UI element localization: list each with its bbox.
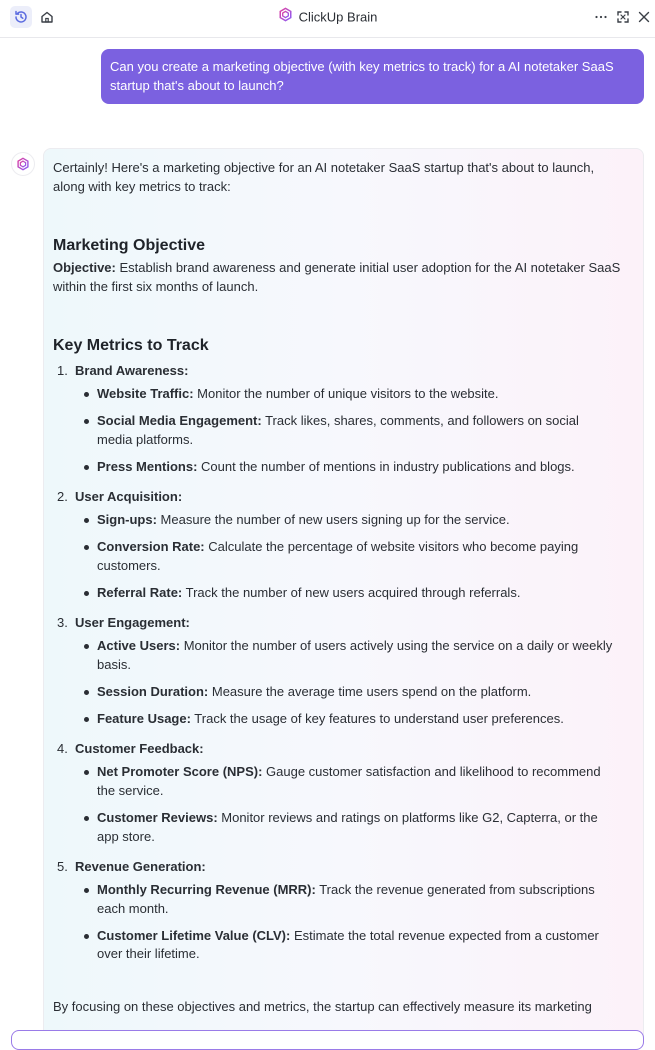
item-text: Track the usage of key features to understand user preferences. bbox=[190, 711, 564, 726]
item-label: Customer Reviews: bbox=[97, 810, 218, 825]
objective-heading: Marketing Objective bbox=[53, 237, 206, 254]
bullet bbox=[84, 419, 89, 424]
list-item bbox=[97, 880, 595, 899]
list-number: 2. bbox=[57, 489, 68, 504]
brain-logo-icon bbox=[278, 7, 293, 25]
item-label: Active Users: bbox=[97, 638, 181, 653]
bullet bbox=[84, 816, 89, 821]
user-message-bubble bbox=[101, 49, 644, 104]
list-number: 5. bbox=[57, 859, 68, 874]
objective-line-2: within the first six months of launch. bbox=[53, 279, 259, 294]
chat-input-box[interactable] bbox=[11, 1030, 644, 1050]
list-item-continuation: the service. bbox=[97, 783, 164, 798]
list-item bbox=[97, 709, 564, 728]
list-item-continuation: app store. bbox=[97, 829, 155, 844]
bullet bbox=[84, 690, 89, 695]
bullet bbox=[84, 770, 89, 775]
item-text: Track the revenue generated from subscriptions bbox=[315, 882, 595, 897]
list-item bbox=[97, 583, 520, 602]
item-text: Count the number of mentions in industry publications and blogs. bbox=[197, 459, 575, 474]
more-icon bbox=[593, 9, 609, 25]
objective-label: Objective: bbox=[53, 260, 116, 275]
item-text: Measure the number of new users signing up for the service. bbox=[156, 512, 510, 527]
bullet bbox=[84, 888, 89, 893]
bullet bbox=[84, 591, 89, 596]
list-item bbox=[97, 457, 575, 476]
list-item bbox=[97, 411, 579, 430]
item-text: Track the number of new users acquired through referrals. bbox=[182, 585, 521, 600]
list-number: 3. bbox=[57, 615, 68, 630]
assistant-avatar bbox=[11, 152, 35, 176]
list-item-continuation: over their lifetime. bbox=[97, 946, 200, 961]
bullet bbox=[84, 518, 89, 523]
list-item bbox=[97, 808, 598, 827]
item-text: Estimate the total revenue expected from a customer bbox=[290, 928, 599, 943]
item-label: Website Traffic: bbox=[97, 386, 194, 401]
item-label: Feature Usage: bbox=[97, 711, 191, 726]
item-text: Monitor the number of users actively using the service on a daily or weekly bbox=[180, 638, 613, 653]
item-text: Measure the average time users spend on the platform. bbox=[208, 684, 532, 699]
list-item-continuation: media platforms. bbox=[97, 432, 194, 447]
bullet bbox=[84, 717, 89, 722]
item-text: Gauge customer satisfaction and likelihood to recommend bbox=[262, 764, 601, 779]
item-text: Track likes, shares, comments, and followers on social bbox=[261, 413, 579, 428]
expand-icon bbox=[615, 9, 631, 25]
bullet bbox=[84, 644, 89, 649]
section-title: Revenue Generation: bbox=[75, 859, 206, 874]
objective-line-1 bbox=[53, 258, 620, 277]
list-number: 4. bbox=[57, 741, 68, 756]
more-button[interactable] bbox=[590, 6, 612, 28]
item-label: Referral Rate: bbox=[97, 585, 183, 600]
bullet bbox=[84, 392, 89, 397]
item-text: Monitor the number of unique visitors to the website. bbox=[193, 386, 499, 401]
expand-button[interactable] bbox=[612, 6, 634, 28]
list-item bbox=[97, 682, 531, 701]
section-title: Customer Feedback: bbox=[75, 741, 204, 756]
bullet bbox=[84, 545, 89, 550]
item-label: Sign-ups: bbox=[97, 512, 157, 527]
item-text: Calculate the percentage of website visitors who become paying bbox=[204, 539, 579, 554]
top-bar bbox=[0, 0, 655, 38]
bullet bbox=[84, 934, 89, 939]
list-item-continuation: each month. bbox=[97, 901, 169, 916]
metrics-heading: Key Metrics to Track bbox=[53, 337, 209, 354]
section-title: Brand Awareness: bbox=[75, 363, 189, 378]
list-item bbox=[97, 926, 599, 945]
close-icon bbox=[636, 9, 652, 25]
list-item bbox=[97, 636, 612, 655]
title-text: ClickUp Brain bbox=[298, 9, 378, 25]
item-label: Session Duration: bbox=[97, 684, 209, 699]
item-text: Monitor reviews and ratings on platforms like G2, Capterra, or the bbox=[217, 810, 598, 825]
list-item bbox=[97, 510, 510, 529]
list-number: 1. bbox=[57, 363, 68, 378]
brain-logo-icon bbox=[16, 157, 30, 171]
objective-text: Establish brand awareness and generate initial user adoption for the AI notetaker SaaS bbox=[115, 260, 621, 275]
closing-line: By focusing on these objectives and metrics, the startup can effectively measure its marketing bbox=[53, 999, 592, 1014]
list-item-continuation: basis. bbox=[97, 657, 131, 672]
item-label: Press Mentions: bbox=[97, 459, 198, 474]
item-label: Net Promoter Score (NPS): bbox=[97, 764, 263, 779]
section-title: User Engagement: bbox=[75, 615, 190, 630]
list-item bbox=[97, 762, 601, 781]
item-label: Customer Lifetime Value (CLV): bbox=[97, 928, 291, 943]
window-title bbox=[0, 8, 655, 26]
intro-line-1: Certainly! Here's a marketing objective for an AI notetaker SaaS startup that's about to launch, bbox=[53, 160, 595, 175]
intro-line-2: along with key metrics to track: bbox=[53, 179, 231, 194]
user-message-text: Can you create a marketing objective (with key metrics to track) for a AI notetaker SaaS startup that's about to launch? bbox=[110, 59, 614, 93]
bullet bbox=[84, 465, 89, 470]
item-label: Monthly Recurring Revenue (MRR): bbox=[97, 882, 316, 897]
close-button[interactable] bbox=[633, 6, 655, 28]
list-item-continuation: customers. bbox=[97, 558, 161, 573]
item-label: Social Media Engagement: bbox=[97, 413, 262, 428]
list-item bbox=[97, 537, 578, 556]
list-item bbox=[97, 384, 499, 403]
section-title: User Acquisition: bbox=[75, 489, 183, 504]
item-label: Conversion Rate: bbox=[97, 539, 205, 554]
